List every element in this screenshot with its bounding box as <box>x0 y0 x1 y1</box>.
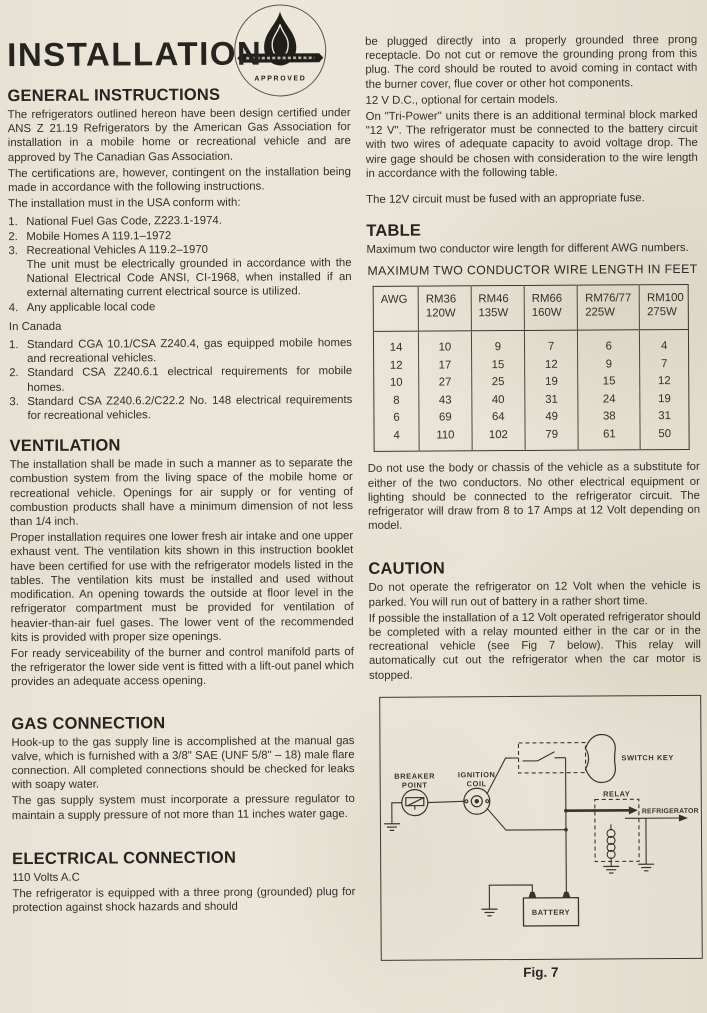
table-cell: 6 <box>578 330 640 356</box>
section-heading-general-instructions: GENERAL INSTRUCTIONS <box>7 85 221 106</box>
table-cell: 64 <box>472 409 525 427</box>
table-cell: 8 <box>393 394 400 407</box>
table-cell: 38 <box>578 408 640 426</box>
table-row <box>374 408 689 427</box>
section-heading-caution: CAUTION <box>368 559 446 579</box>
table-header-cell <box>524 286 578 331</box>
table-cell: 12 <box>640 373 689 391</box>
table-intro: Maximum two conductor wire length for different AWG numbers. <box>366 242 689 257</box>
after-table-paragraph: Do not use the body or chassis of the vehicle as a substitute for either of the two conductors. No other electrical equipment or lighting should be connected to the refrigerator circuit. The refrigerator will draw from 8 to 17 Amps at 12 Volt depending on model. <box>367 461 701 533</box>
table-cell: 110 <box>419 427 472 452</box>
paragraph: The certifications are, however, contingent on the installation being made in accordance with the following instructions. <box>7 165 351 195</box>
header-line2: 275W <box>647 306 677 319</box>
relay-label: RELAY <box>603 789 631 799</box>
ignition-coil-symbol <box>464 788 490 814</box>
list-number: 3. <box>9 395 19 408</box>
paragraph: The refrigerators outlined hereon have been design certified under ANS Z 21.19 Refrigerators by the American Gas Association for installation in a mobile home or recreational vehicle and are approved by The Canadian Gas Association. <box>7 107 351 164</box>
table-body <box>373 330 689 452</box>
ground-symbol <box>638 864 654 871</box>
figure-labels <box>394 753 699 918</box>
header-line2: 120W <box>425 307 456 320</box>
list-item <box>9 336 352 367</box>
junction-dot <box>564 809 568 813</box>
header-line2: 160W <box>531 307 562 320</box>
table-cell: 102 <box>472 426 526 451</box>
paragraph: Do not operate the refrigerator on 12 Volt when the vehicle is parked. You will run out of battery in a rather short time. <box>368 580 701 609</box>
right-column <box>365 0 703 981</box>
table-cell: 79 <box>525 426 579 451</box>
list-text-main: Recreational Vehicles A 119.2–1970 <box>26 243 209 257</box>
list-text: Standard CSA Z240.6.2/C22.2 No. 148 electrical requirements for recreational vehicles. <box>27 393 353 423</box>
header-line2: 135W <box>478 307 509 320</box>
junction-dot <box>564 828 568 832</box>
table-header-cell <box>471 286 525 331</box>
volts-line: 110 Volts A.C <box>12 871 80 884</box>
ignition-coil-label: IGNITION <box>457 770 496 780</box>
table-cell: 9 <box>578 356 640 374</box>
table-header-cell <box>373 287 418 332</box>
header-line1: RM36 <box>425 293 457 306</box>
header-line1: RM66 <box>531 293 563 306</box>
paragraph: be plugged directly into a properly grounded three prong receptacle. Do not cut or remove the grounding prong from this plug. The cord should be routed to avoid coming in contact with the burner cover, flue cover or other hot components. <box>365 33 698 91</box>
paragraph: Proper installation requires one lower fresh air intake and one upper exhaust vent. The ventilation kits shown in this instruction booklet have been certified for use with the refrigerator models listed in the tables. The ventilation kits must be installed and used without modification. An opening towards the outside at floor level in the refrigerator compartment must be provided for ventilation of heavier-than-air fuel gases. The lower vent of the recommended kits is provided with proper size openings. <box>10 530 354 644</box>
battery-label: BATTERY <box>531 907 571 917</box>
table-cell: 10 <box>419 331 472 357</box>
table-cell: 12 <box>525 356 578 374</box>
table-header-cell <box>578 285 640 330</box>
wire-length-table <box>373 284 690 452</box>
table-cell: 4 <box>393 429 400 442</box>
table-cell: 19 <box>640 390 689 408</box>
list-number: 1. <box>8 216 18 229</box>
paragraph: The refrigerator is equipped with a three prong (grounded) plug for protection against shock hazards and should <box>12 885 356 915</box>
paragraph: For ready serviceability of the burner and control manifold parts of the refrigerator the lower side vent is fitted with a lift-out panel which provides an adequate access opening. <box>10 645 355 689</box>
table-cell: 15 <box>578 373 640 391</box>
table-row <box>374 355 689 374</box>
table-cell: 61 <box>578 426 640 451</box>
list-item <box>8 242 351 301</box>
header-line1: RM46 <box>478 293 509 306</box>
list-number: 2. <box>8 230 18 243</box>
section-heading-ventilation: VENTILATION <box>9 436 121 456</box>
header-line2: 225W <box>585 306 615 320</box>
table-cell: 43 <box>419 392 472 410</box>
usa-code-list <box>8 213 352 315</box>
table-cell: 7 <box>640 355 689 373</box>
list-item <box>9 364 352 395</box>
list-text <box>26 242 351 301</box>
switch-box <box>518 742 585 772</box>
paragraph: The gas supply system must incorporate a pressure regulator to maintain a supply pressure of not more than 11 inches water gage. <box>11 793 355 822</box>
table-row <box>374 425 689 451</box>
section-heading-gas-connection: GAS CONNECTION <box>11 713 166 733</box>
table-header-cell <box>639 285 688 330</box>
paragraph: If possible the installation of a 12 Volt operated refrigerator should be completed with a relay mounted either in the car or in the recreational vehicle (see Fig 7 below). This relay will automatically cut out the refrigerator when the car motor is stopped. <box>368 610 701 682</box>
switch-key-icon <box>585 734 615 782</box>
list-text: Standard CSA Z240.6.1 electrical requirements for mobile homes. <box>27 365 353 394</box>
list-number: 1. <box>8 339 19 352</box>
breaker-point-symbol <box>402 789 428 815</box>
list-text: Standard CGA 10.1/CSA Z240.4, gas equipped mobile homes and recreational vehicles. <box>26 337 353 366</box>
table-row <box>374 373 689 392</box>
table-cell: 14 <box>389 342 403 355</box>
table-cell: 31 <box>640 408 689 426</box>
relay-coil-symbol <box>607 829 615 858</box>
table-cell: 6 <box>393 412 400 425</box>
list-text: Any applicable local code <box>26 300 156 314</box>
list-number: 2. <box>9 367 19 380</box>
ground-symbol <box>384 824 400 831</box>
table-header <box>373 285 688 332</box>
table-cell: 69 <box>419 409 472 427</box>
list-text: Mobile Homes A 119.1–1972 <box>26 229 172 243</box>
table-cell: 9 <box>471 331 525 357</box>
paragraph: The 12V circuit must be fused with an appropriate fuse. <box>366 192 645 206</box>
paragraph: The installation must in the USA conform with: <box>8 196 241 211</box>
ground-symbol <box>481 909 497 916</box>
fig7-circuit-diagram <box>379 695 703 961</box>
paragraph: On "Tri-Power" units there is an additional terminal block marked "12 V". The refrigerator must be connected to the battery circuit with two wires of adequate capacity to avoid voltage drop. The wire gage should be chosen with consideration to the wire length in accordance with the following table. <box>365 108 698 180</box>
table-cell: 19 <box>525 374 578 392</box>
refrigerator-label: REFRIGERATOR <box>641 807 699 816</box>
list-sub-paragraph: The unit must be electrically grounded in accordance with the National Electrical Code ANSI, CI-1968, when installed if an external alternating current electrical source is utilized. <box>26 257 352 300</box>
list-number: 4. <box>8 301 19 314</box>
table-cell: 50 <box>640 425 689 450</box>
table-cell: 25 <box>471 374 524 392</box>
table-cell: 10 <box>389 377 403 390</box>
page-title: INSTALLATION <box>7 34 263 74</box>
paragraph: Hook-up to the gas supply line is accomplished at the manual gas valve, which is furnished with a 3/8" SAE (UNF 5/8" – 18) male flare connection. All completed connections should be checked for leaks with soapy water. <box>11 734 355 792</box>
list-item <box>9 393 352 424</box>
header-line1: RM100 <box>646 292 684 305</box>
table-row <box>373 330 688 357</box>
breaker-point-label: BREAKER <box>394 771 436 781</box>
fig7-circuit-svg <box>380 696 702 960</box>
section-heading-electrical-connection: ELECTRICAL CONNECTION <box>12 848 237 868</box>
section-heading-table: TABLE <box>366 221 422 241</box>
ignition-coil-label: COIL <box>466 779 487 789</box>
approved-text: APPROVED <box>254 75 307 83</box>
table-row <box>374 390 689 409</box>
table-cell: 12 <box>389 359 403 372</box>
canada-intro: In Canada <box>8 320 62 333</box>
paragraph: The installation shall be made in such a manner as to separate the combustion system from the living space of the mobile home or recreational vehicle. Openings for air supply or for venting of combustion products shall have a minimum dimension of not less than 1/4 inch. <box>9 457 354 529</box>
canada-code-list <box>9 336 353 423</box>
breaker-point-label: POINT <box>401 780 428 790</box>
table-cell: 40 <box>471 391 524 409</box>
table-cell: 24 <box>578 391 640 409</box>
ground-symbol <box>603 866 619 873</box>
list-number: 3. <box>8 244 18 257</box>
figure-caption: Fig. 7 <box>523 964 559 980</box>
table-header-cell <box>418 286 471 331</box>
switch-key-label: SWITCH KEY <box>621 752 674 763</box>
table-cell: 49 <box>525 409 578 427</box>
list-text: National Fuel Gas Code, Z223.1-1974. <box>26 215 222 229</box>
table-title: MAXIMUM TWO CONDUCTOR WIRE LENGTH IN FEET <box>367 262 698 279</box>
table-cell: 31 <box>525 391 578 409</box>
table-cell: 4 <box>640 330 689 356</box>
table-cell: 7 <box>524 331 578 357</box>
left-column <box>7 0 356 915</box>
paragraph: 12 V D.C., optional for certain models. <box>365 93 559 107</box>
table-cell: 17 <box>419 357 472 375</box>
list-item <box>9 299 352 315</box>
header-line1: RM76/77 <box>585 292 632 306</box>
table-cell: 15 <box>471 356 524 374</box>
table-cell: 27 <box>419 374 472 392</box>
header-line1: AWG <box>380 294 408 307</box>
